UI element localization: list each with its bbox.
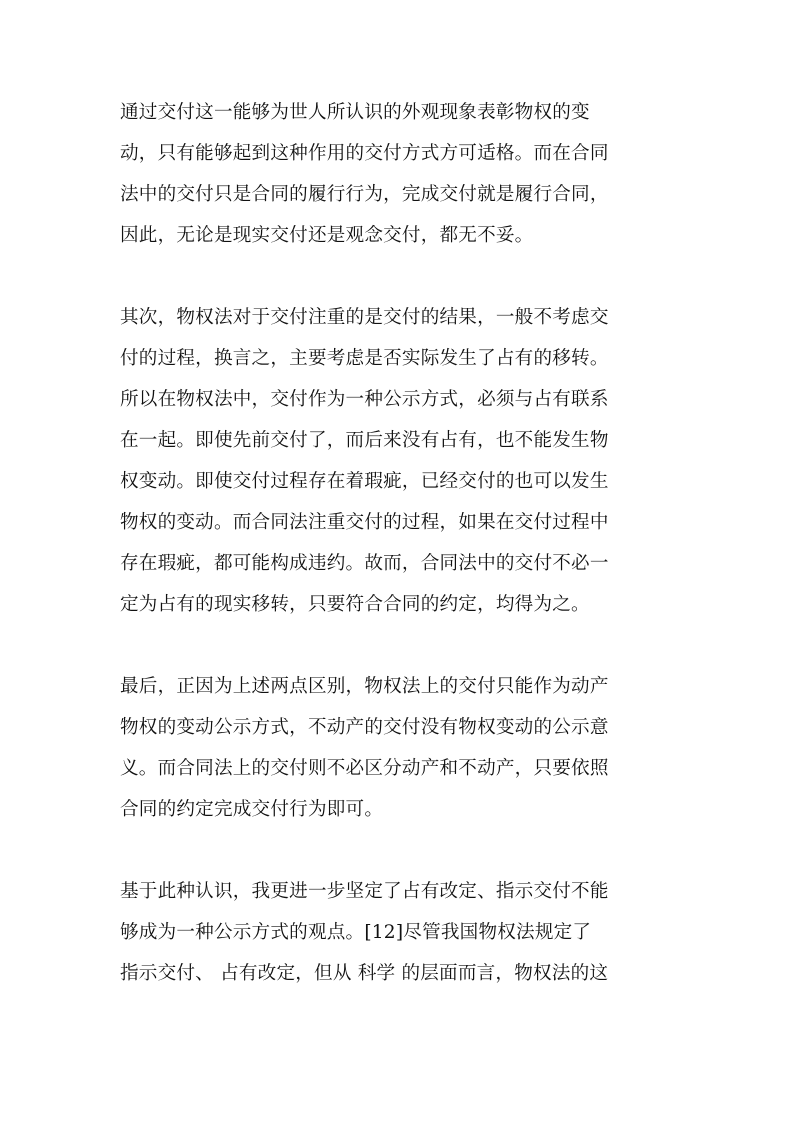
text-line: 义。而合同法上的交付则不必区分动产和不动产，只要依照: [120, 758, 609, 779]
text-line: 所以在物权法中，交付作为一种公示方式，必须与占有联系: [120, 389, 609, 410]
text-line: 基于此种认识，我更进一步坚定了占有改定、指示交付不能: [120, 881, 609, 902]
text-line: 权变动。即使交付过程存在着瑕疵，已经交付的也可以发生: [120, 471, 609, 492]
text-line: 动，只有能够起到这种作用的交付方式方可适格。而在合同: [120, 143, 609, 164]
text-line: 在一起。即使先前交付了，而后来没有占有，也不能发生物: [120, 430, 609, 451]
text-line: 付的过程，换言之，主要考虑是否实际发生了占有的移转。: [120, 348, 609, 369]
text-line: 物权的变动。而合同法注重交付的过程，如果在交付过程中: [120, 512, 609, 533]
paragraph-delivery-publicity: [120, 92, 680, 256]
text-line: 定为占有的现实移转，只要符合合同的约定，均得为之。: [120, 594, 590, 615]
text-line: 够成为一种公示方式的观点。[12]尽管我国物权法规定了: [120, 922, 592, 943]
text-line: 物权的变动公示方式，不动产的交付没有物权变动的公示意: [120, 717, 609, 738]
paragraph-conclusion: [120, 871, 680, 994]
text-line: 最后，正因为上述两点区别，物权法上的交付只能作为动产: [120, 676, 609, 697]
text-line: 通过交付这一能够为世人所认识的外观现象表彰物权的变: [120, 102, 590, 123]
paragraph-secondly: [120, 297, 680, 625]
text-line: 存在瑕疵，都可能构成违约。故而，合同法中的交付不必一: [120, 553, 609, 574]
paragraph-finally: [120, 666, 680, 830]
text-line: 指示交付、 占有改定，但从 科学 的层面而言，物权法的这: [120, 963, 609, 984]
text-line: 因此，无论是现实交付还是观念交付，都无不妥。: [120, 225, 534, 246]
text-line: 法中的交付只是合同的履行行为，完成交付就是履行合同，: [120, 184, 609, 205]
text-line: 其次，物权法对于交付注重的是交付的结果，一般不考虑交: [120, 307, 609, 328]
text-line: 合同的约定完成交付行为即可。: [120, 799, 384, 820]
